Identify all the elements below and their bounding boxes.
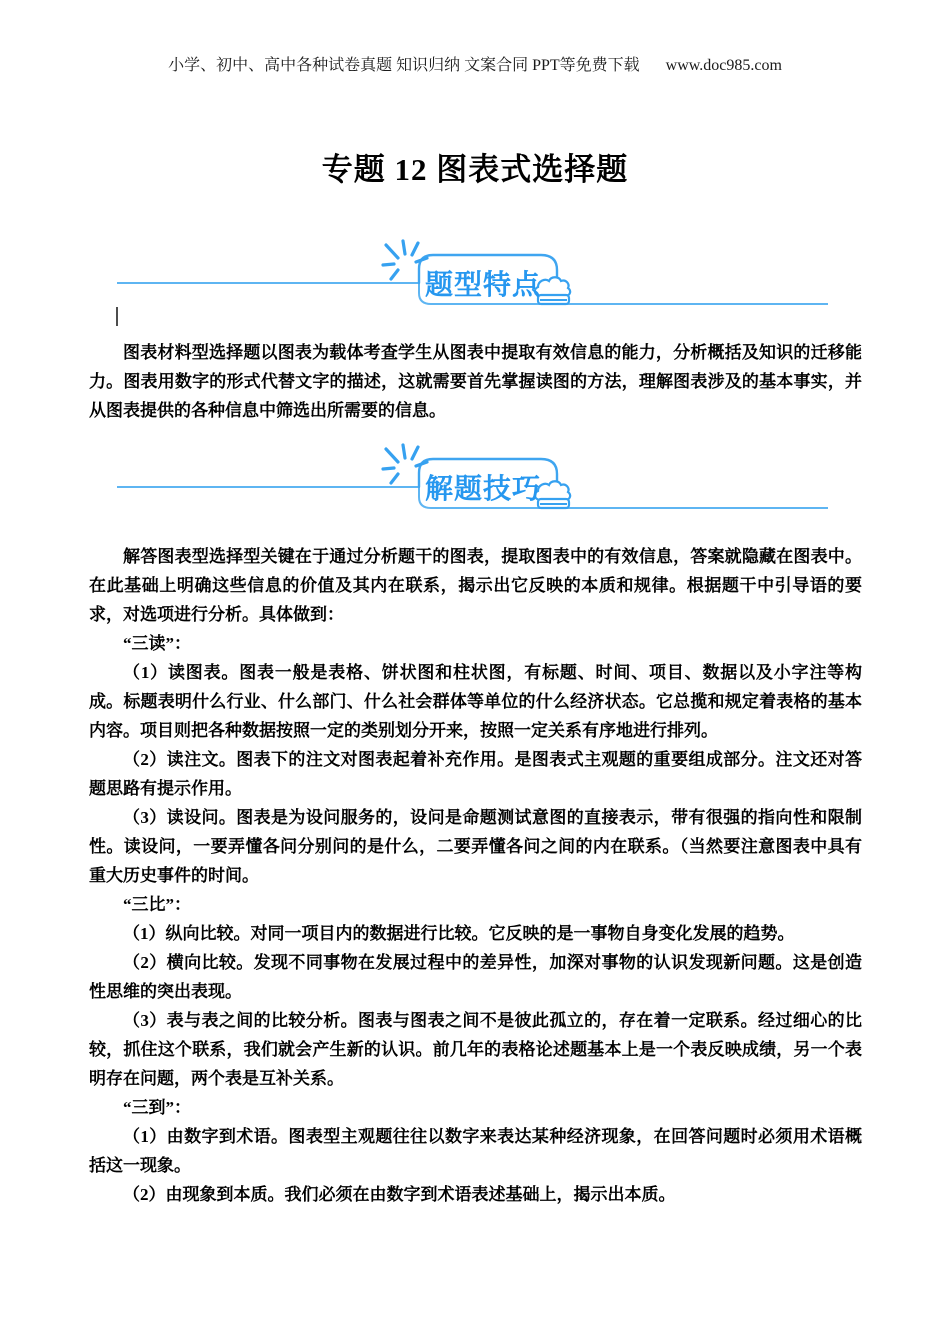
intro-section xyxy=(89,338,862,425)
skills-paragraph: （3）读设问。图表是为设问服务的，设问是命题测试意图的直接表示，带有很强的指向性和限制性。读设问，一要弄懂各问分别问的是什么，二要弄懂各问之间的内在联系。（当然要注意图表中具有重大历史事件的时间。 xyxy=(89,808,862,885)
skills-paragraph: （2）读注文。图表下的注文对图表起着补充作用。是图表式主观题的重要组成部分。注文还对答题思路有提示作用。 xyxy=(89,750,862,798)
banner-question-type-features xyxy=(0,238,950,318)
skills-paragraph: （2）由现象到本质。我们必须在由数字到术语表述基础上，揭示出本质。 xyxy=(123,1185,676,1204)
skills-subhead: “三到”： xyxy=(123,1098,191,1117)
banner-skills-label: 解题技巧 xyxy=(424,472,542,505)
skills-paragraph: （3）表与表之间的比较分析。图表与图表之间不是彼此孤立的，存在着一定联系。经过细心的比较，抓住这个联系，我们就会产生新的认识。前几年的表格论述题基本上是一个表反映成绩，另一个表明存在问题，两个表是互补关系。 xyxy=(89,1011,862,1088)
skills-paragraph: （1）纵向比较。对同一项目内的数据进行比较。它反映的是一事物自身变化发展的趋势。 xyxy=(123,924,795,943)
page-header xyxy=(0,52,950,75)
skills-section xyxy=(89,542,862,1209)
skills-paragraph: 解答图表型选择型关键在于通过分析题干的图表，提取图表中的有效信息，答案就隐藏在图表中。在此基础上明确这些信息的价值及其内在联系，揭示出它反映的本质和规律。根据题干中引导语的要求，对选项进行分析。具体做到： xyxy=(89,547,862,624)
page-title: 专题 12 图表式选择题 xyxy=(321,152,629,187)
text-cursor xyxy=(116,307,118,326)
skills-paragraph: （2）横向比较。发现不同事物在发展过程中的差异性，加深对事物的认识发现新问题。这是创造性思维的突出表现。 xyxy=(89,953,862,1001)
sparkle-icon xyxy=(383,445,427,483)
banner-solving-skills xyxy=(0,442,950,522)
skills-paragraph: （1）由数字到术语。图表型主观题往往以数字来表达某种经济现象，在回答问题时必须用术语概括这一现象。 xyxy=(89,1127,862,1175)
header-note: 小学、初中、高中各种试卷真题 知识归纳 文案合同 PPT等免费下载 xyxy=(168,57,640,74)
skills-subhead: “三读”： xyxy=(123,634,191,653)
sparkle-icon xyxy=(383,241,427,279)
intro-paragraph: 图表材料型选择题以图表为载体考查学生从图表中提取有效信息的能力，分析概括及知识的迁移能力。图表用数字的形式代替文字的描述，这就需要首先掌握读图的方法，理解图表涉及的基本事实，并从图表提供的各种信息中筛选出所需要的信息。 xyxy=(89,343,862,420)
skills-paragraph: （1）读图表。图表一般是表格、饼状图和柱状图，有标题、时间、项目、数据以及小字注等构成。标题表明什么行业、什么部门、什么社会群体等单位的什么经济状态。它总揽和规定着表格的基本内容。项目则把各种数据按照一定的类别划分开来，按照一定关系有序地进行排列。 xyxy=(89,663,862,740)
banner-features-label: 题型特点 xyxy=(424,268,542,301)
skills-subhead: “三比”： xyxy=(123,895,191,914)
header-site-url[interactable]: www.doc985.com xyxy=(665,57,782,74)
